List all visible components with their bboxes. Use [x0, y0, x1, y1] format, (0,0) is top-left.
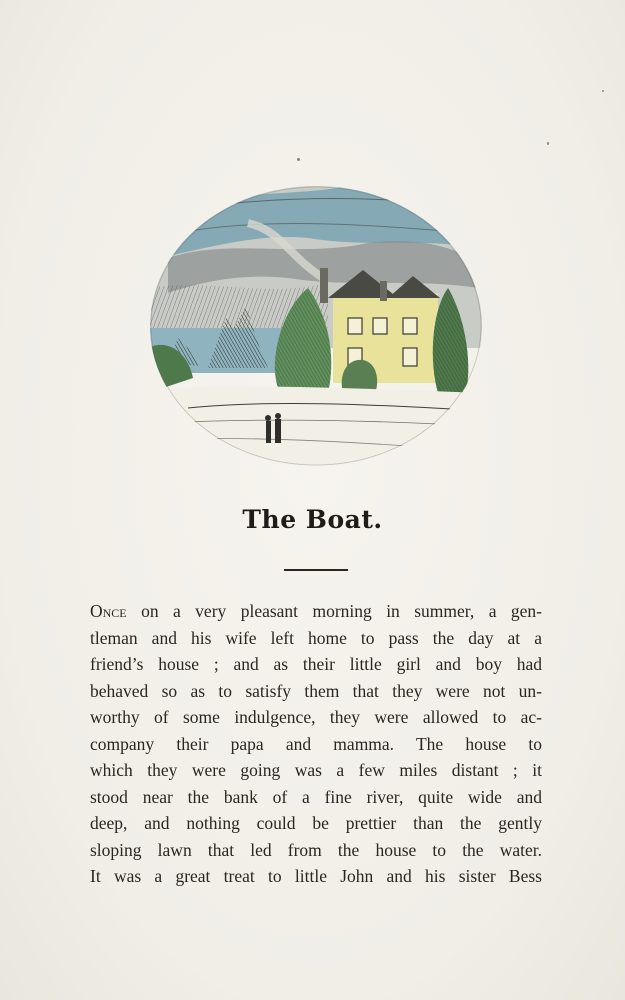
- body-text: [90, 598, 542, 890]
- text-line: It was a great treat to little John and his sister Bess: [90, 866, 542, 886]
- text-line: company their papa and mamma. The house to: [90, 733, 542, 754]
- chapter-title: The Boat.: [242, 505, 383, 534]
- text-line: stood near the bank of a fine river, quite wide and: [90, 786, 542, 807]
- text-line-rest: on a very pleasant morning in summer, a gen-: [126, 601, 542, 621]
- drop-word: Once: [90, 601, 127, 621]
- house-illustration: [148, 178, 484, 474]
- country-house-engraving-icon: [148, 178, 484, 474]
- text-line: deep, and nothing could be prettier than the gently: [90, 813, 542, 833]
- paper-speck: [602, 90, 604, 92]
- title-rule: [284, 569, 348, 571]
- text-line: which they were going was a few miles distant ; it: [90, 760, 542, 780]
- text-line: [90, 598, 542, 625]
- text-line: behaved so as to satisfy them that they were not un-: [90, 680, 542, 701]
- paper-speck: [297, 158, 300, 161]
- text-line: sloping lawn that led from the house to the water.: [90, 839, 542, 860]
- text-line: tleman and his wife left home to pass the day at a: [90, 627, 542, 648]
- paper-speck: [547, 142, 549, 145]
- text-line: friend’s house ; and as their little girl and boy had: [90, 654, 542, 674]
- text-line: worthy of some indulgence, they were allowed to ac-: [90, 707, 542, 727]
